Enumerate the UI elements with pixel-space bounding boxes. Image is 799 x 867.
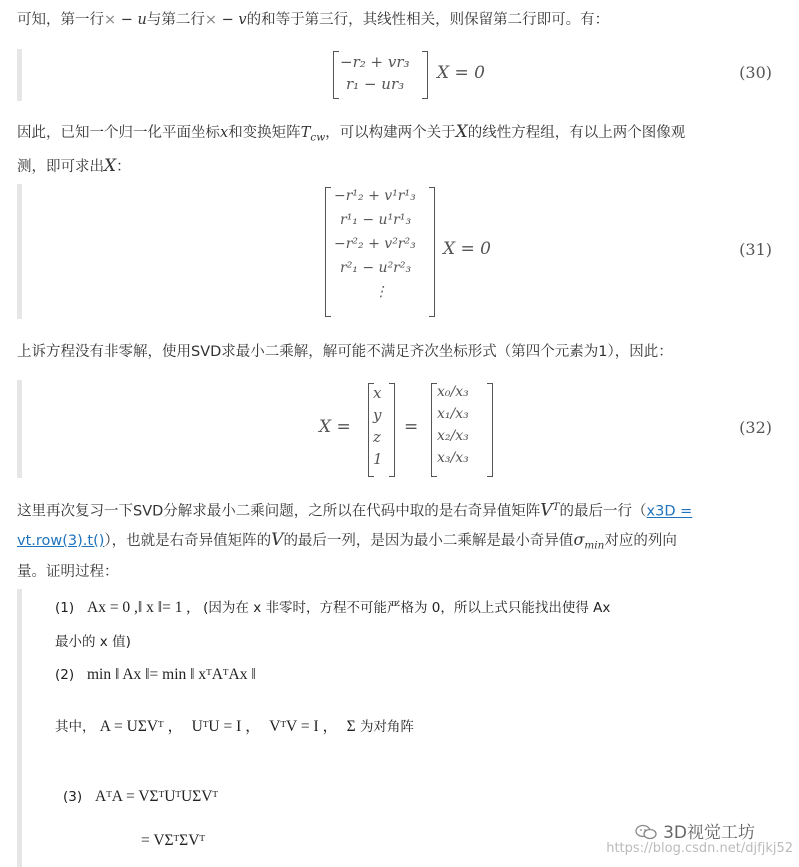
eq31-row-5: ⋮ — [374, 284, 388, 300]
bracket-right — [429, 187, 435, 317]
paragraph-4: 这里再次复习一下SVD分解求最小二乘问题，之所以在代码中取的是右奇异值矩阵$V^T$的最后一行（x3D = vt.row(3).t()），也就是右奇异值矩阵的V的最后一列，是因为最小二乘解是最小奇异值$\sigma_{min}$对应的列向 量。证明过程： — [17, 500, 693, 581]
eq32-vector-entry: x — [373, 384, 382, 402]
watermark-label: 3D视觉工坊 — [635, 818, 755, 843]
eq32-vector-entry: y — [373, 406, 382, 424]
eq31-row-1: −r¹₂ + v¹r¹₃ — [334, 188, 416, 204]
eq32-normalized-entry: x₁/x₃ — [437, 406, 469, 422]
eq32-lhs: X = — [319, 417, 351, 437]
bracket-left — [333, 51, 339, 99]
eq32-normalized-entry: x₂/x₃ — [437, 428, 469, 444]
eq31-row-4: r²₁ − u²r²₃ — [340, 260, 412, 276]
bracket-right — [422, 51, 428, 99]
proof-line-5: = VΣᵀΣVᵀ — [141, 832, 205, 849]
equation-number-32: (32) — [739, 418, 772, 437]
eq31-row-3: −r²₂ + v²r²₃ — [334, 236, 416, 252]
eq30-row-2: r₁ − ur₃ — [346, 75, 405, 93]
eq32-normalized-entry: x₀/x₃ — [437, 384, 469, 400]
watermark-url: https://blog.csdn.net/djfjkj52 — [606, 841, 793, 856]
eq32-equals: = — [404, 417, 419, 437]
proof-line-3: 其中， A = UΣVᵀ ， UᵀU = I ， VᵀV = I ， Σ 为对角阵 — [55, 718, 414, 735]
paragraph-1: 可知，第一行× − u与第二行× − v的和等于第三行，其线性相关，则保留第二行即可。有： — [17, 12, 610, 28]
equation-number-31: (31) — [739, 240, 772, 259]
proof-line-1b: 最小的 x 值) — [55, 634, 131, 650]
eq32-normalized-entry: x₃/x₃ — [437, 450, 469, 466]
eq30-row-1: −r₂ + vr₃ — [340, 53, 410, 71]
bracket-right — [389, 383, 395, 477]
wechat-icon — [635, 824, 657, 840]
proof-line-2: (2) min ‖ Ax ‖= min ‖ xᵀAᵀAx ‖ — [55, 666, 256, 683]
equation-31-block — [17, 184, 787, 319]
code-link-x3d[interactable]: x3D = — [646, 503, 693, 520]
bracket-right — [487, 383, 493, 477]
eq31-rhs: X = 0 — [443, 239, 491, 259]
eq32-vector-entry: 1 — [373, 450, 383, 468]
eq32-vector-entry: z — [373, 428, 381, 446]
eq31-row-2: r¹₁ − u¹r¹₃ — [340, 212, 412, 228]
equation-number-30: (30) — [739, 63, 772, 82]
proof-line-4: (3) AᵀA = VΣᵀUᵀUΣVᵀ — [63, 788, 219, 805]
equation-32-block — [17, 380, 787, 478]
paragraph-2: 因此，已知一个归一化平面坐标x和变换矩阵$T_{cw}$，可以构建两个关于X的线性方程组，有以上两个图像观 测，即可求出X： — [17, 122, 686, 176]
equation-30-block — [17, 49, 787, 101]
proof-line-1: (1) Ax = 0 ,‖ x ‖= 1 , (因为在 x 非零时，方程不可能严格为 0，所以上式只能找出使得 Ax — [55, 599, 611, 616]
paragraph-3: 上诉方程没有非零解，使用SVD求最小二乘解，解可能不满足齐次坐标形式（第四个元素为1），因此： — [17, 344, 673, 360]
eq30-rhs: X = 0 — [437, 63, 485, 83]
bracket-left — [325, 187, 331, 317]
code-link-vt-row[interactable]: vt.row(3).t() — [17, 532, 105, 549]
